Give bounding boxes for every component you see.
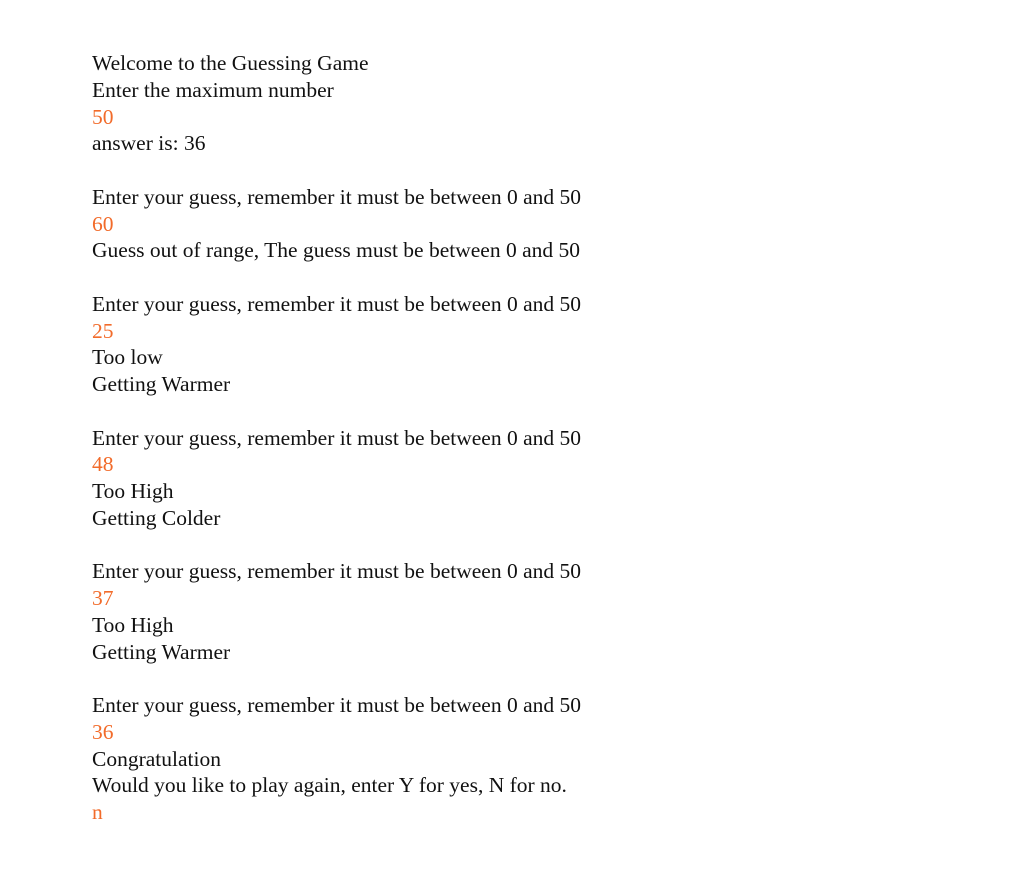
output-line: answer is: 36 [92,131,206,156]
output-line: Too low [92,345,163,370]
output-line: Getting Warmer [92,639,231,664]
output-line: Would you like to play again, enter Y for yes, N for no. [92,773,567,798]
user-input-line: n [92,800,103,824]
user-input-line: 50 [92,104,114,129]
output-line: Guess out of range, The guess must be between 0 and 50 [92,238,581,263]
output-line: Getting Warmer [92,372,231,396]
user-input-line: 25 [92,318,114,343]
user-input-line: 37 [92,586,114,610]
user-input-line: 60 [92,211,114,236]
blank-line [92,532,581,559]
output-line: Too High [92,479,174,503]
output-line: Enter your guess, remember it must be between 0 and 50 [92,559,581,584]
console-transcript [92,50,581,826]
user-input-line: 36 [92,719,114,744]
output-line: Getting Colder [92,505,221,530]
blank-line [92,398,581,425]
output-line: Enter your guess, remember it must be between 0 and 50 [92,291,581,316]
output-line: Enter the maximum number [92,77,334,102]
blank-line [92,665,581,692]
output-line: Enter your guess, remember it must be between 0 and 50 [92,693,581,717]
blank-line [92,157,581,184]
output-line: Enter your guess, remember it must be between 0 and 50 [92,184,581,209]
output-line: Congratulation [92,746,221,771]
user-input-line: 48 [92,452,114,477]
blank-line [92,264,581,291]
output-line: Enter your guess, remember it must be between 0 and 50 [92,425,581,450]
output-line: Too High [92,612,174,637]
output-line: Welcome to the Guessing Game [92,51,369,75]
